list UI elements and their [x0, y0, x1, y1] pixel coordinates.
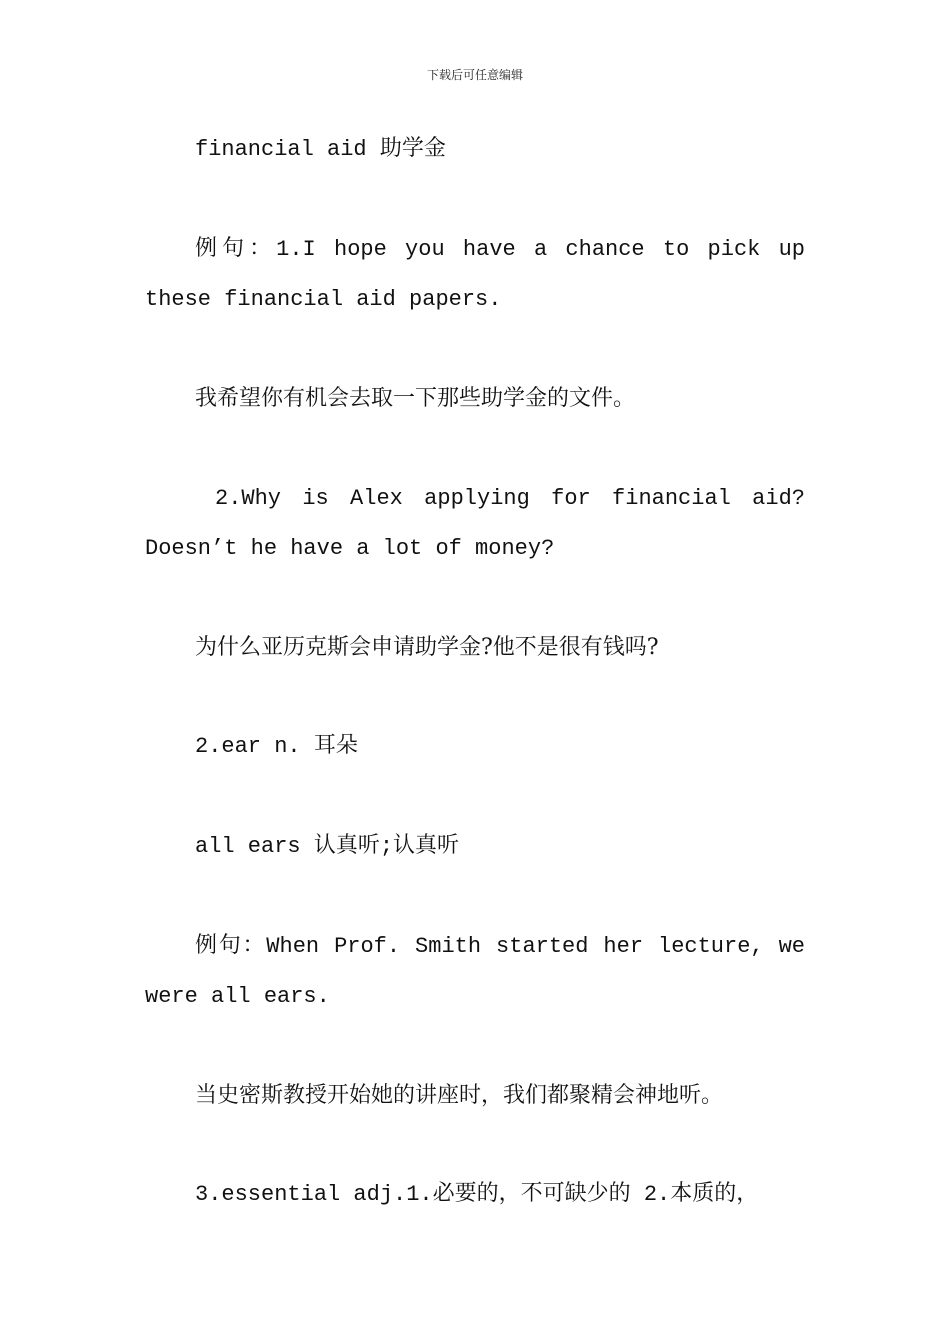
page-header-note: 下载后可任意编辑	[426, 68, 523, 82]
example-translation-1: 我希望你有机会去取一下那些助学金的文件。	[195, 386, 636, 411]
example-sentence-1-line-2: these financial aid papers.	[145, 287, 502, 312]
vocab-phrase-all-ears: all ears 认真听;认真听	[195, 834, 460, 859]
example-sentence-1-line-1: 例句：1.I hope you have a chance to pick up	[195, 237, 805, 262]
example-translation-3: 当史密斯教授开始她的讲座时，我们都聚精会神地听。	[195, 1083, 724, 1108]
example-sentence-2-line-2: Doesn’t he have a lot of money?	[145, 536, 555, 561]
example-translation-2: 为什么亚历克斯会申请助学金?他不是很有钱吗?	[195, 635, 659, 660]
example-sentence-3-line-2: were all ears.	[145, 984, 330, 1009]
example-sentence-3-line-1: 例句：When Prof. Smith started her lecture, we	[195, 934, 805, 959]
vocab-term-ear: 2.ear n. 耳朵	[195, 734, 358, 759]
example-sentence-2-line-1: 2.Why is Alex applying for financial aid?	[215, 486, 805, 511]
vocab-term-essential: 3.essential adj.1.必要的，不可缺少的 2.本质的，	[195, 1182, 759, 1207]
vocab-term-financial-aid: financial aid 助学金	[195, 137, 446, 162]
